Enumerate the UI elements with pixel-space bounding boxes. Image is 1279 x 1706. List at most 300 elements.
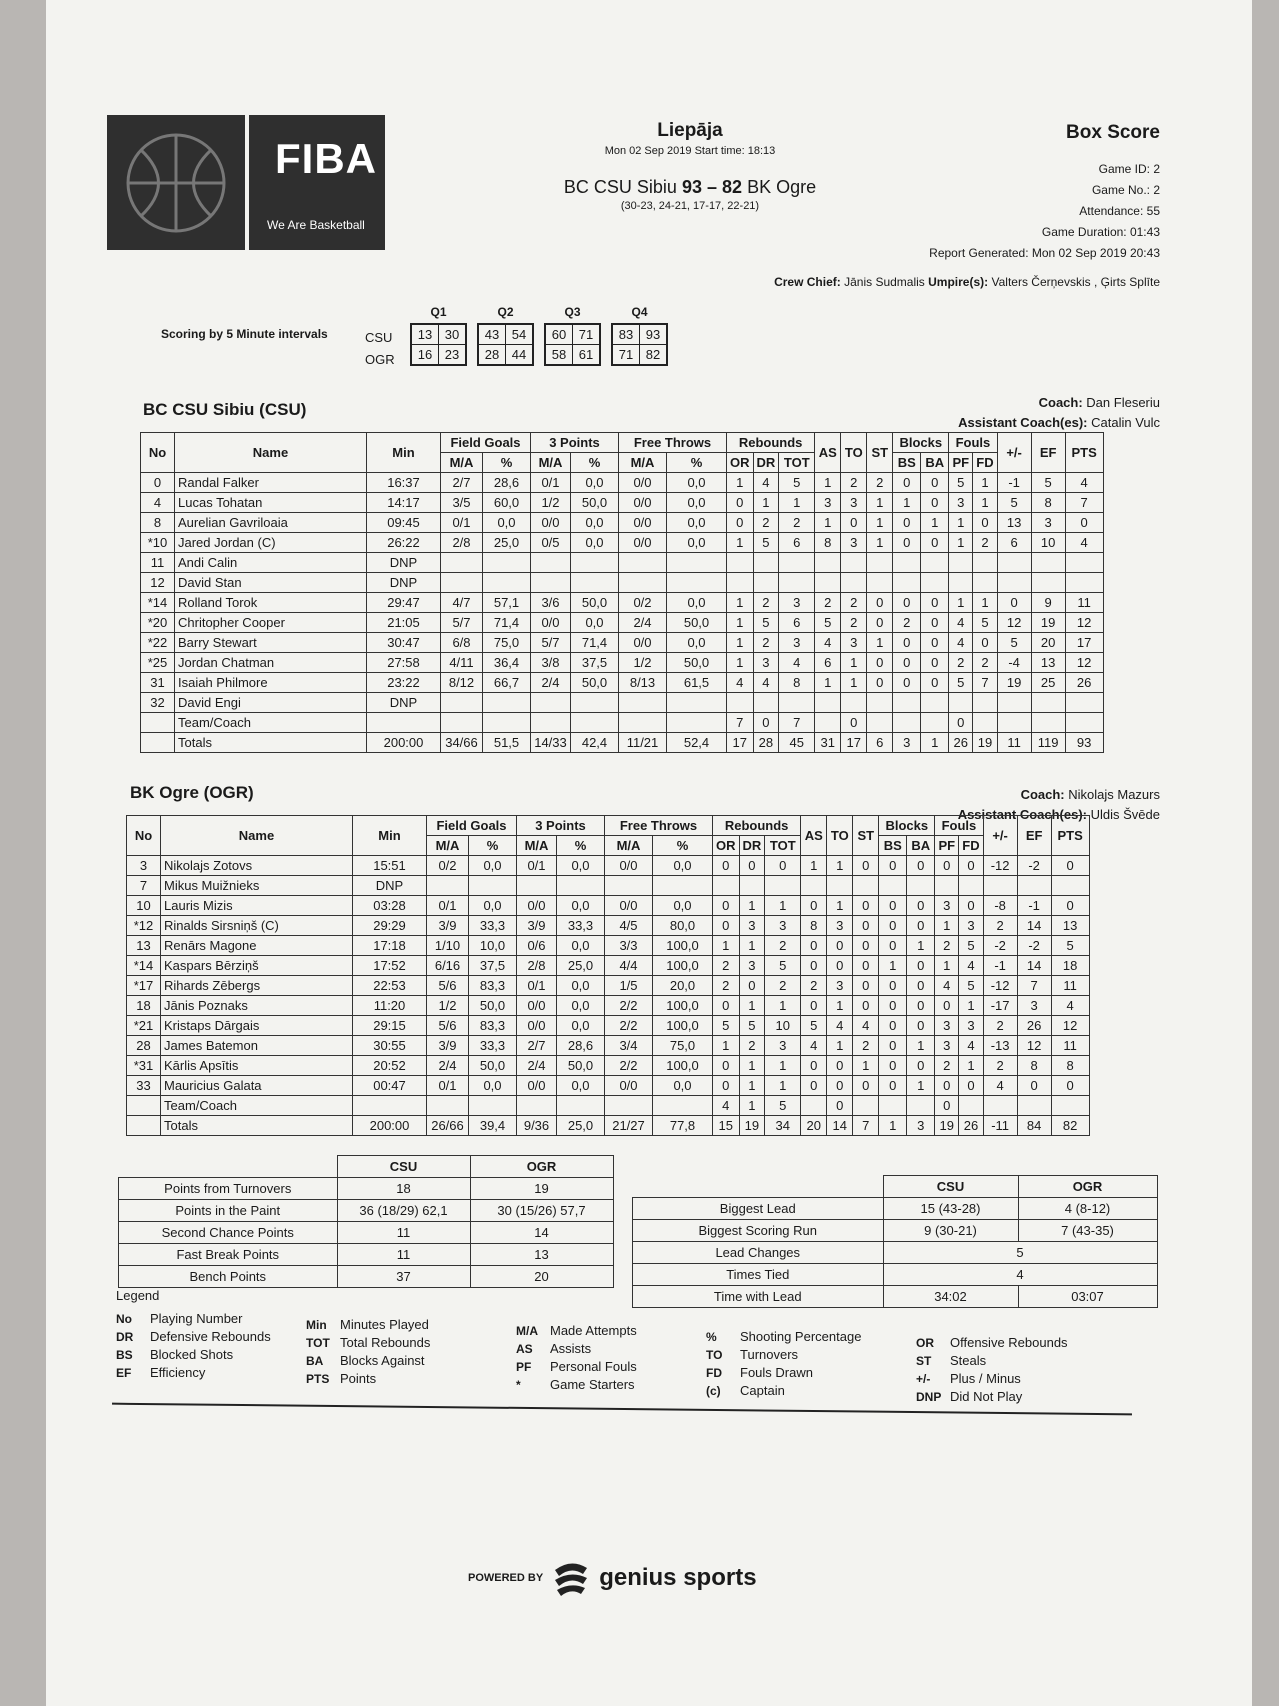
col-subheader-fd: FD (973, 453, 997, 473)
cell: 0 (893, 653, 921, 673)
cell: 84 (1017, 1116, 1051, 1136)
cell: -2 (983, 936, 1017, 956)
cell: 1 (727, 533, 754, 553)
cell: 0 (879, 976, 907, 996)
cell: 2 (949, 653, 973, 673)
cell: 60,0 (483, 493, 531, 513)
cell: 4 (815, 633, 841, 653)
col-header-st: ST (867, 433, 893, 473)
cell: 3 (1017, 996, 1051, 1016)
cell: 28,6 (557, 1036, 605, 1056)
cell: 0,0 (571, 473, 619, 493)
cell: 4 (753, 473, 779, 493)
cell: 17 (727, 733, 754, 753)
cell: *12 (127, 916, 161, 936)
cell: 3 (765, 1036, 801, 1056)
interval-score: 54 (506, 324, 534, 345)
cell (893, 573, 921, 593)
player-row (127, 856, 1090, 876)
cell: 7 (727, 713, 754, 733)
cell (815, 713, 841, 733)
cell: 4/7 (441, 593, 483, 613)
cell: 26:22 (367, 533, 441, 553)
team2-coach: Coach: Nikolajs Mazurs (1020, 787, 1160, 802)
cell: 0 (879, 936, 907, 956)
quarter-label: Q4 (631, 305, 648, 319)
cell: 2 (973, 653, 997, 673)
cell: 7 (779, 713, 815, 733)
cell: 34 (765, 1116, 801, 1136)
cell (973, 573, 997, 593)
cell: 0 (765, 856, 801, 876)
cell: 0/0 (619, 533, 667, 553)
genius-sports-wordmark: genius sports (599, 1564, 757, 1591)
cell (983, 1096, 1017, 1116)
cell: 5 (765, 1096, 801, 1116)
cell: 0 (801, 956, 827, 976)
cell: Rihards Zēbergs (161, 976, 353, 996)
cell: Kristaps Dārgais (161, 1016, 353, 1036)
cell: David Engi (175, 693, 367, 713)
summary-label: Points in the Paint (119, 1200, 338, 1222)
game-id: Game ID: 2 (1098, 162, 1160, 176)
cell: 1 (949, 513, 973, 533)
cell (739, 876, 765, 896)
cell: 2 (765, 936, 801, 956)
cell (557, 1096, 605, 1116)
genius-sports-logo-icon (551, 1558, 591, 1598)
player-row (141, 673, 1104, 693)
cell: 0 (713, 1056, 740, 1076)
cell: 4 (1051, 996, 1089, 1016)
player-row (127, 1036, 1090, 1056)
col-header-as: AS (815, 433, 841, 473)
cell: 17 (1065, 633, 1103, 653)
cell: 5 (753, 613, 779, 633)
cell: 8/12 (441, 673, 483, 693)
interval-quarter (477, 305, 534, 366)
cell: 0/0 (517, 1016, 557, 1036)
cell: 26 (1065, 673, 1103, 693)
cell: 2 (739, 1036, 765, 1056)
cell: -11 (983, 1116, 1017, 1136)
legend-desc: Defensive Rebounds (150, 1329, 271, 1344)
summary-col-header: CSU (883, 1176, 1018, 1198)
summary-row (119, 1178, 614, 1200)
cell: 50,0 (469, 996, 517, 1016)
player-row (141, 653, 1104, 673)
cell: 1 (841, 653, 867, 673)
legend-desc: Did Not Play (950, 1389, 1023, 1404)
legend-item (306, 1334, 430, 1352)
cell: 4 (935, 976, 959, 996)
legend-item (516, 1340, 637, 1358)
cell: 0,0 (469, 856, 517, 876)
cell: Barry Stewart (175, 633, 367, 653)
cell: 15:51 (353, 856, 427, 876)
team1-assistant: Assistant Coach(es): Catalin Vulc (958, 415, 1160, 430)
cell: 2 (853, 1036, 879, 1056)
cell: 0,0 (667, 513, 727, 533)
cell: 8 (1051, 1056, 1089, 1076)
cell: 0 (879, 856, 907, 876)
col-subheader-ma: M/A (605, 836, 653, 856)
cell (921, 693, 949, 713)
cell (879, 1096, 907, 1116)
cell (531, 553, 571, 573)
cell: 11 (997, 733, 1031, 753)
cell: 13 (997, 513, 1031, 533)
cell: 30:47 (367, 633, 441, 653)
col-subheader-ba: BA (907, 836, 935, 856)
interval-score: 23 (439, 345, 467, 366)
cell (753, 553, 779, 573)
cell (959, 1096, 983, 1116)
cell: 9 (1031, 593, 1065, 613)
player-row (127, 916, 1090, 936)
cell: 0 (1065, 513, 1103, 533)
cell: 2 (935, 936, 959, 956)
cell: 2/4 (517, 1056, 557, 1076)
cell: 5 (949, 673, 973, 693)
cell: 36,4 (483, 653, 531, 673)
cell (841, 553, 867, 573)
player-row (127, 1016, 1090, 1036)
cell (779, 693, 815, 713)
cell: 2/4 (531, 673, 571, 693)
cell: 6 (779, 533, 815, 553)
cell (127, 1116, 161, 1136)
cell: 200:00 (353, 1116, 427, 1136)
cell: 4/5 (605, 916, 653, 936)
col-header-pts: PTS (1051, 816, 1089, 856)
cell: 71,4 (571, 633, 619, 653)
cell (949, 693, 973, 713)
col-header-name: Name (161, 816, 353, 856)
cell (1065, 573, 1103, 593)
cell: 0 (739, 856, 765, 876)
cell (571, 693, 619, 713)
cell: *21 (127, 1016, 161, 1036)
cell: 0 (713, 896, 740, 916)
cell: 2 (779, 513, 815, 533)
col-header-name: Name (175, 433, 367, 473)
cell: 0 (935, 856, 959, 876)
player-row (141, 513, 1104, 533)
cell (973, 553, 997, 573)
cell: 29:47 (367, 593, 441, 613)
cell (893, 713, 921, 733)
cell: *22 (141, 633, 175, 653)
cell: 3 (1031, 513, 1065, 533)
col-subheader-ma: M/A (619, 453, 667, 473)
cell: 50,0 (667, 653, 727, 673)
cell: 4 (727, 673, 754, 693)
cell: 4 (827, 1016, 853, 1036)
cell: Mikus Muižnieks (161, 876, 353, 896)
legend-item (516, 1322, 637, 1340)
cell: 3 (841, 493, 867, 513)
cell (517, 1096, 557, 1116)
cell: 3 (127, 856, 161, 876)
cell (983, 876, 1017, 896)
cell: 22:53 (353, 976, 427, 996)
cell: 2 (867, 473, 893, 493)
cell (517, 876, 557, 896)
cell: -2 (1017, 856, 1051, 876)
cell: 0/1 (427, 896, 469, 916)
col-header-reb: Rebounds (727, 433, 815, 453)
cell: 3 (779, 593, 815, 613)
cell: 0,0 (483, 513, 531, 533)
col-header-fouls: Fouls (935, 816, 983, 836)
legend-item (306, 1370, 430, 1388)
cell: 2 (753, 593, 779, 613)
cell: 45 (779, 733, 815, 753)
cell (727, 553, 754, 573)
summary-value: 4 (8-12) (1018, 1198, 1157, 1220)
cell: 0 (1051, 896, 1089, 916)
interval-score: 44 (506, 345, 534, 366)
interval-team-csu: CSU (365, 330, 393, 345)
cell: 2/8 (517, 956, 557, 976)
cell (605, 876, 653, 896)
venue: Liepāja (657, 120, 723, 141)
cell: 28 (753, 733, 779, 753)
cell (1051, 876, 1089, 896)
cell: 0 (921, 473, 949, 493)
cell (353, 1096, 427, 1116)
cell: -1 (997, 473, 1031, 493)
col-subheader-pct: % (667, 453, 727, 473)
col-header-blocks: Blocks (879, 816, 935, 836)
cell: 1 (907, 1076, 935, 1096)
cell: 5 (765, 956, 801, 976)
cell: 28 (127, 1036, 161, 1056)
fiba-logo (107, 115, 385, 250)
col-subheader-pf: PF (935, 836, 959, 856)
cell: 0 (713, 996, 740, 1016)
cell: 37,5 (469, 956, 517, 976)
cell: 14 (1017, 916, 1051, 936)
cell: 0,0 (653, 856, 713, 876)
cell: 0 (853, 956, 879, 976)
legend-desc: Blocked Shots (150, 1347, 234, 1362)
cell: Totals (161, 1116, 353, 1136)
cell: 0 (893, 473, 921, 493)
cell: 4/4 (605, 956, 653, 976)
cell: 0 (853, 916, 879, 936)
cell: *14 (141, 593, 175, 613)
cell: 26/66 (427, 1116, 469, 1136)
cell: 75,0 (653, 1036, 713, 1056)
legend-key: % (706, 1330, 717, 1344)
cell: 0 (867, 653, 893, 673)
cell: 20,0 (653, 976, 713, 996)
legend-item (306, 1352, 430, 1370)
summary-row (633, 1220, 1158, 1242)
cell: Jared Jordan (C) (175, 533, 367, 553)
summary-row (119, 1266, 614, 1288)
legend-key: DNP (916, 1390, 942, 1404)
cell: 0 (893, 533, 921, 553)
cell: 1/2 (619, 653, 667, 673)
legend-desc: Playing Number (150, 1311, 243, 1326)
cell: 57,1 (483, 593, 531, 613)
player-row (127, 1076, 1090, 1096)
cell: 1 (815, 513, 841, 533)
cell: 20 (801, 1116, 827, 1136)
cell: 1 (765, 1076, 801, 1096)
cell: 0 (879, 1056, 907, 1076)
cell (469, 876, 517, 896)
cell: 1 (815, 473, 841, 493)
cell: 0,0 (557, 936, 605, 956)
col-header-ft: Free Throws (619, 433, 727, 453)
summary-label: Times Tied (633, 1264, 884, 1286)
legend-desc: Assists (550, 1341, 592, 1356)
team1-box-table (140, 432, 1104, 753)
cell: 13 (127, 936, 161, 956)
cell: 21/27 (605, 1116, 653, 1136)
cell: 19 (935, 1116, 959, 1136)
cell (441, 693, 483, 713)
cell: 0 (949, 713, 973, 733)
legend-item (916, 1352, 1068, 1370)
col-subheader-ma: M/A (531, 453, 571, 473)
cell (441, 553, 483, 573)
cell: 100,0 (653, 1016, 713, 1036)
cell: Nikolajs Zotovs (161, 856, 353, 876)
legend-key: OR (916, 1336, 934, 1350)
cell: 2/4 (619, 613, 667, 633)
cell: -4 (997, 653, 1031, 673)
cell: 1 (727, 613, 754, 633)
cell: 3 (739, 916, 765, 936)
cell (1031, 553, 1065, 573)
cell: 2 (753, 633, 779, 653)
cell: 6 (815, 653, 841, 673)
cell (727, 573, 754, 593)
cell: *20 (141, 613, 175, 633)
col-header-ef: EF (1017, 816, 1051, 856)
cell: 3 (827, 916, 853, 936)
col-subheader-bs: BS (893, 453, 921, 473)
cell: 2 (893, 613, 921, 633)
cell: -17 (983, 996, 1017, 1016)
cell: 39,4 (469, 1116, 517, 1136)
team1-title: BC CSU Sibiu (CSU) (143, 400, 307, 419)
legend-key: PTS (306, 1372, 330, 1386)
cell: 0 (827, 1056, 853, 1076)
interval-grid (410, 305, 678, 366)
cell (483, 553, 531, 573)
col-subheader-or: OR (727, 453, 754, 473)
cell (753, 693, 779, 713)
cell: 1 (727, 633, 754, 653)
cell: 5 (1031, 473, 1065, 493)
cell (765, 876, 801, 896)
cell: 0 (853, 856, 879, 876)
summary-value: 20 (470, 1266, 613, 1288)
cell (441, 713, 483, 733)
cell (853, 876, 879, 896)
cell: 2 (983, 916, 1017, 936)
cell: 1 (713, 936, 740, 956)
cell: DNP (367, 573, 441, 593)
cell: 0 (753, 713, 779, 733)
cell: 30:55 (353, 1036, 427, 1056)
interval-quarter (410, 305, 467, 366)
cell: 0 (1051, 1076, 1089, 1096)
cell: 33,3 (469, 916, 517, 936)
col-header-fg: Field Goals (427, 816, 517, 836)
legend-desc: Plus / Minus (950, 1371, 1021, 1386)
cell: 6 (867, 733, 893, 753)
summary-left-table (118, 1155, 614, 1288)
cell: 0 (907, 916, 935, 936)
legend-desc: Fouls Drawn (740, 1365, 813, 1380)
cell: 0 (1017, 1076, 1051, 1096)
cell: 29:29 (353, 916, 427, 936)
cell: 21:05 (367, 613, 441, 633)
cell: 1 (739, 1056, 765, 1076)
cell: 14 (827, 1116, 853, 1136)
interval-quarter (544, 305, 601, 366)
cell (427, 876, 469, 896)
cell: 29:15 (353, 1016, 427, 1036)
interval-score: 58 (545, 345, 573, 366)
cell: 42,4 (571, 733, 619, 753)
col-subheader-ba: BA (921, 453, 949, 473)
cell (427, 1096, 469, 1116)
interval-score: 61 (573, 345, 601, 366)
cell (571, 573, 619, 593)
cell: 0 (935, 1096, 959, 1116)
cell: 2 (841, 473, 867, 493)
summary-value: 37 (337, 1266, 470, 1288)
cell: 5/7 (441, 613, 483, 633)
cell: 0/0 (605, 1076, 653, 1096)
cell: 1 (973, 593, 997, 613)
cell: 0/0 (517, 1076, 557, 1096)
team2-title: BK Ogre (OGR) (130, 783, 254, 802)
cell: Chritopher Cooper (175, 613, 367, 633)
cell: 0,0 (557, 1016, 605, 1036)
cell: 0 (935, 1076, 959, 1096)
cell (619, 573, 667, 593)
cell: 2 (983, 1056, 1017, 1076)
cell (907, 1096, 935, 1116)
cell: 7 (973, 673, 997, 693)
legend-item (706, 1328, 861, 1346)
cell: Lucas Tohatan (175, 493, 367, 513)
cell: 0,0 (557, 1076, 605, 1096)
cell (921, 713, 949, 733)
col-subheader-bs: BS (879, 836, 907, 856)
cell: 37,5 (571, 653, 619, 673)
cell: 0/0 (517, 996, 557, 1016)
cell: 0 (841, 513, 867, 533)
cell: 0 (801, 896, 827, 916)
cell: 66,7 (483, 673, 531, 693)
summary-col-header: CSU (337, 1156, 470, 1178)
cell: 0,0 (557, 856, 605, 876)
cell: 71,4 (483, 613, 531, 633)
cell: 0/0 (531, 613, 571, 633)
legend-item (116, 1364, 271, 1382)
interval-score: 71 (573, 324, 601, 345)
